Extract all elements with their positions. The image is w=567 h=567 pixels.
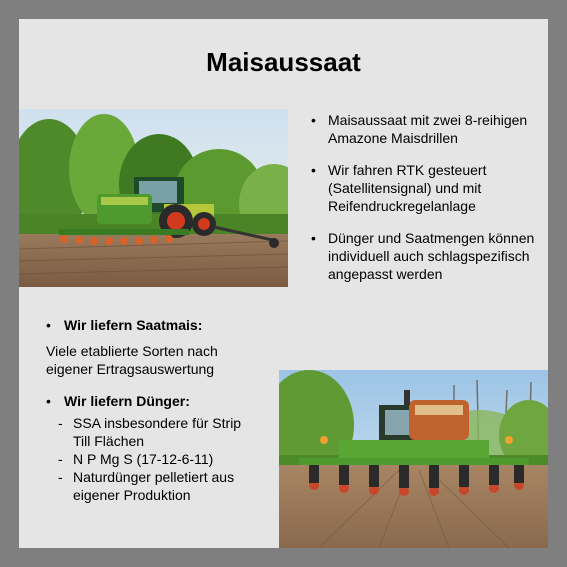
fertilizer-item-text: N P Mg S (17-12-6-11) <box>73 451 214 467</box>
dash-glyph: - <box>58 415 63 431</box>
right-bullet-list <box>311 111 539 297</box>
list-item <box>46 468 261 504</box>
bullet-text: Wir fahren RTK gesteuert (Satellitensignal) und mit Reifendruckregelanlage <box>328 162 487 214</box>
fertilizer-list <box>46 414 261 504</box>
list-item <box>311 111 539 147</box>
seed-heading <box>46 316 261 334</box>
seed-text: Viele etablierte Sorten nach eigener Ertragsauswertung <box>46 343 218 377</box>
list-item <box>311 161 539 215</box>
bullet-glyph: • <box>46 393 51 409</box>
list-item <box>311 229 539 283</box>
seeder-photo-1 <box>19 109 288 287</box>
list-item <box>46 414 261 450</box>
list-item <box>46 450 261 468</box>
fertilizer-item-text: SSA insbesondere für Strip Till Flächen <box>73 415 242 449</box>
bullet-glyph: • <box>46 317 51 333</box>
seeder-photo-2 <box>279 370 548 548</box>
seed-heading-text: Wir liefern Saatmais: <box>64 317 203 333</box>
bullet-text: Maisaussaat mit zwei 8-reihigen Amazone Maisdrillen <box>328 112 528 146</box>
left-text-block <box>46 316 261 504</box>
bullet-glyph: • <box>311 112 316 128</box>
slide <box>19 19 548 548</box>
slide-title: Maisaussaat <box>206 47 361 77</box>
fertilizer-item-text: Naturdünger pelletiert aus eigener Produktion <box>73 469 235 503</box>
fertilizer-heading-text: Wir liefern Dünger: <box>64 393 190 409</box>
bullet-glyph: • <box>311 162 316 178</box>
dash-glyph: - <box>58 451 63 467</box>
dash-glyph: - <box>58 469 63 485</box>
bullet-text: Dünger und Saatmengen können individuell auch schlagspezifisch angepasst werden <box>328 230 535 282</box>
bullet-glyph: • <box>311 230 316 246</box>
fertilizer-heading <box>46 392 261 410</box>
